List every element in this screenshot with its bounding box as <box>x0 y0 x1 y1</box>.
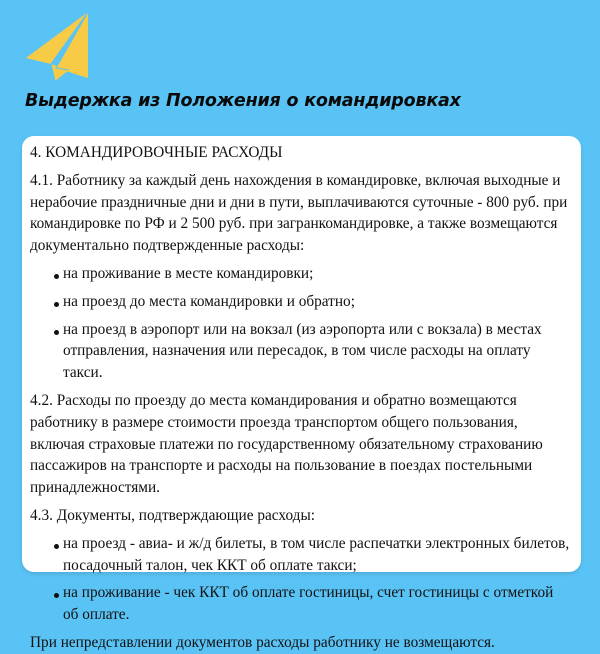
list-item <box>54 291 571 313</box>
clause-4-1-list <box>30 263 571 384</box>
bullet-icon <box>54 330 59 335</box>
list-item-text: на проживание в месте командировки; <box>63 264 314 282</box>
bullet-icon <box>54 593 59 598</box>
clause-4-3-list <box>30 533 571 626</box>
list-item-text: на проезд до места командировки и обратно; <box>63 292 355 310</box>
section-heading: 4. КОМАНДИРОВОЧНЫЕ РАСХОДЫ <box>30 144 283 161</box>
document-card <box>22 136 581 651</box>
list-item <box>54 533 571 577</box>
list-item <box>54 263 571 285</box>
list-item <box>54 582 571 626</box>
list-item-text: на проезд в аэропорт или на вокзал (из аэропорта или с вокзала) в местах отправления, назначения или пересадок, в том числе расходы на оплату такси. <box>63 320 542 382</box>
bullet-icon <box>54 274 59 279</box>
bullet-icon <box>54 302 59 307</box>
clause-4-3-text: 4.3. Документы, подтверждающие расходы: <box>30 506 315 524</box>
list-item-text: на проживание - чек ККТ об оплате гостиницы, счет гостиницы с отметкой об оплате. <box>63 584 554 624</box>
clause-4-1-text: 4.1. Работнику за каждый день нахождения в командировке, включая выходные и нерабочие праздничные дни и дни в пути, выплачиваются суточные - 800 руб. при командировке по РФ и 2 500 руб. при загранкомандировке, а также возмещаются документально подтвержденные расходы: <box>30 171 568 255</box>
closing-note: При непредставлении документов расходы работнику не возмещаются. <box>30 633 495 651</box>
list-item-text: на проезд - авиа- и ж/д билеты, в том числе распечатки электронных билетов, посадочный талон, чек ККТ об оплате такси; <box>63 534 570 574</box>
clause-4-2-text: 4.2. Расходы по проезду до места командирования и обратно возмещаются работнику в размере стоимости проезда транспортом общего пользования, включая страховые платежи по государственному обязательному страхованию пассажиров на транспорте и расходы на пользование в поездах постельными принадлежностями. <box>30 391 543 497</box>
list-item <box>54 319 571 384</box>
paper-plane-icon <box>22 8 102 84</box>
bullet-icon <box>54 544 59 549</box>
page-title: Выдержка из Положения о командировках <box>25 91 461 111</box>
